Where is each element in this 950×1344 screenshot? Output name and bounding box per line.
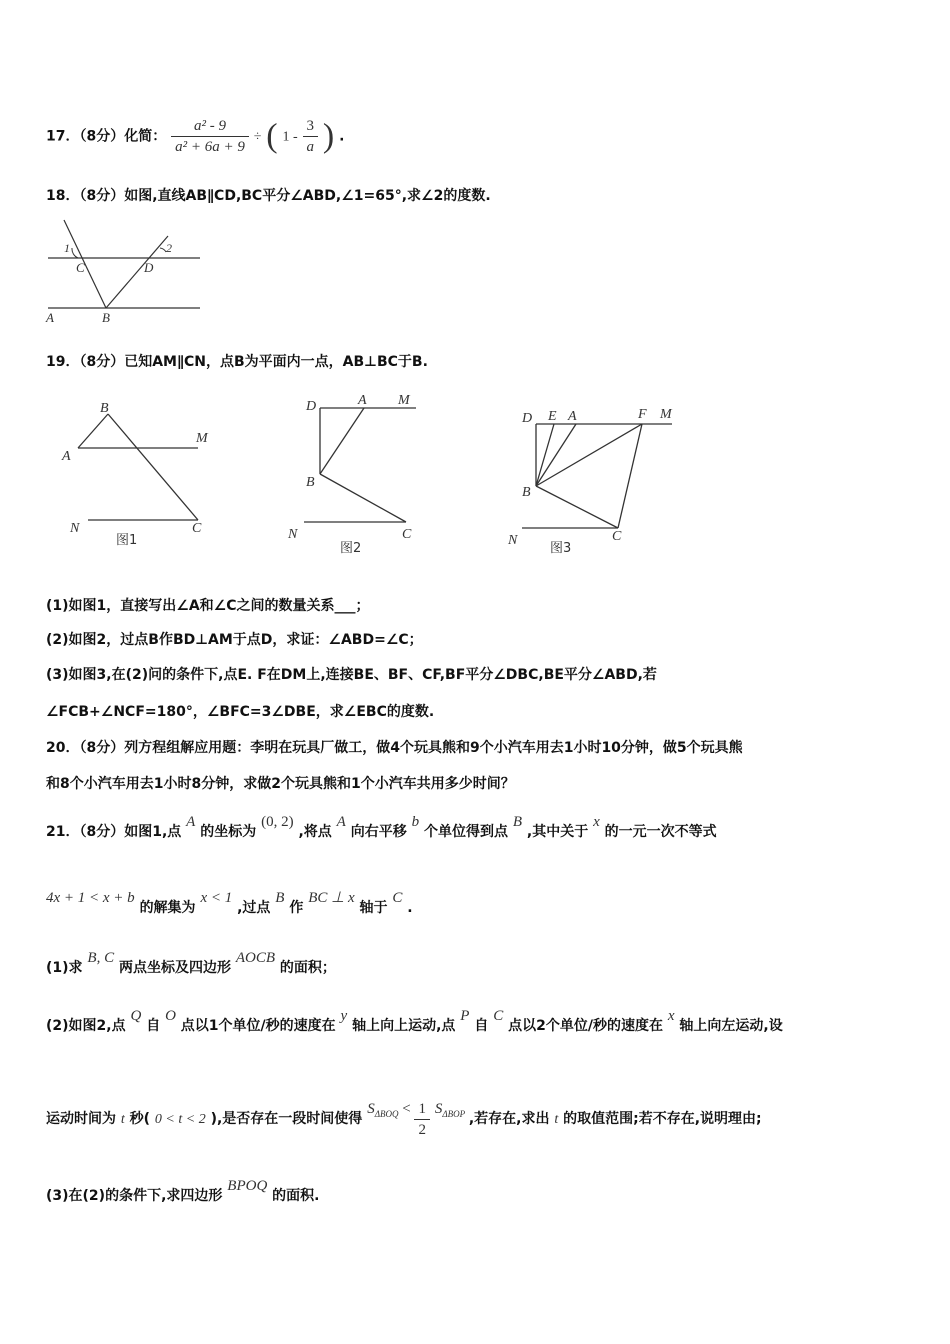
q21-p1b: 两点坐标及四边形 (118, 960, 231, 976)
q21-part2-line2 (46, 1096, 762, 1147)
q21-A2: A (336, 814, 346, 830)
fig2-caption: 图2 (340, 541, 362, 556)
q21-p1a: (1)求 (46, 960, 83, 976)
fig3-M: M (660, 407, 672, 422)
q21-p2e: 自 (474, 1018, 489, 1034)
q21-ineq: 4x + 1 < x + b (46, 890, 135, 906)
q21-t7: 的一元一次不等式 (604, 824, 717, 840)
q21-t11: 轴于 (359, 900, 388, 916)
q21-B2: B (275, 890, 285, 906)
q21-part1 (46, 950, 336, 978)
q21-p2O: O (165, 1008, 176, 1024)
q19-figure-3 (506, 396, 696, 566)
q21-t2: 的坐标为 (200, 824, 257, 840)
q21-p2k: ,若存在,求出 (468, 1111, 550, 1127)
q21-p1AOCB: AOCB (235, 950, 276, 966)
q19-part3a: (3)如图3,在(2)问的条件下,点E. F在DM上,连接BE、BF、CF,BF平分∠DBC,BE平分∠ABD,若 (46, 667, 657, 683)
q21-A: A (186, 814, 196, 830)
q21-p3b: 的面积. (272, 1188, 320, 1204)
q21-p2c: 点以1个单位/秒的速度在 (180, 1018, 336, 1034)
q17-inner-fraction (303, 116, 319, 157)
q17-fraction (171, 116, 249, 157)
q21-p2S1sub: ΔBOQ (374, 1109, 399, 1119)
q17-paren-open: ( (266, 117, 278, 155)
q17-numerator: a² - 9 (171, 116, 249, 137)
q21-t5: 个单位得到点 (423, 824, 508, 840)
fig2-C: C (402, 527, 412, 542)
q21-S1-group (367, 1101, 414, 1117)
q21-p2g: 轴上向左运动,设 (679, 1018, 783, 1034)
fig3-E: E (548, 409, 557, 424)
q17-prefix: 17．（8分）化简： (46, 128, 167, 145)
q17-inner-num: 3 (303, 116, 319, 137)
q21-p2P: P (460, 1008, 470, 1024)
q21-p1BC: B, C (87, 950, 115, 966)
q20-line1: 20．（8分）列方程组解应用题：李明在玩具厂做工，做4个玩具熊和9个小汽车用去1小时10分钟，做5个玩具熊 (46, 740, 743, 756)
q21-t12: . (407, 900, 413, 916)
fig2-A: A (358, 393, 367, 408)
q21-p2h: 运动时间为 (46, 1111, 116, 1127)
fig2-M: M (398, 393, 410, 408)
q21-p2S2sub: ΔBOP (442, 1109, 466, 1119)
q18-label-D: D (144, 260, 154, 275)
q21-part2-line1 (46, 1008, 783, 1036)
q18-text: 18．（8分）如图,直线AB∥CD,BC平分∠ABD,∠1=65°,求∠2的度数. (46, 188, 491, 204)
q21-p2t2: t (554, 1112, 559, 1127)
q21-p3a: (3)在(2)的条件下,求四边形 (46, 1188, 223, 1204)
q21-p2t: t (120, 1112, 125, 1127)
fig3-caption: 图3 (550, 541, 572, 556)
q21-line2 (46, 890, 413, 918)
q21-p2l: 的取值范围;若不存在,说明理由; (563, 1111, 762, 1127)
q21-C: C (392, 890, 403, 906)
q21-t8: 的解集为 (139, 900, 196, 916)
q19-part2: (2)如图2，过点B作BD⊥AM于点D，求证：∠ABD=∠C； (46, 632, 423, 648)
q19-part3b: ∠FCB+∠NCF=180°，∠BFC=3∠DBE，求∠EBC的度数. (46, 704, 435, 720)
q21-t3: ,将点 (298, 824, 332, 840)
q21-p2S2: S (434, 1101, 443, 1117)
q21-half (414, 1099, 430, 1140)
q21-p2i: 秒( (129, 1111, 151, 1127)
q21-p2d: 轴上向上运动,点 (352, 1018, 456, 1034)
q21-S2-group (435, 1101, 469, 1117)
q17-line (46, 116, 344, 158)
q21-sol: x < 1 (200, 890, 233, 906)
fig3-D: D (522, 411, 533, 426)
q21-B: B (512, 814, 523, 830)
q21-p1c: 的面积； (279, 960, 336, 976)
q21-p2lt: < (402, 1101, 411, 1117)
q21-t9: ,过点 (237, 900, 271, 916)
q21-half-num: 1 (414, 1099, 430, 1120)
fig2-B: B (306, 475, 315, 490)
q18-label-B: B (102, 310, 110, 324)
fig3-B: B (522, 485, 531, 500)
q17-denominator: a² + 6a + 9 (175, 139, 245, 155)
fig1-caption: 图1 (116, 533, 138, 548)
q21-p2Q: Q (130, 1008, 142, 1024)
q21-p2j: ),是否存在一段时间使得 (210, 1111, 363, 1127)
q21-p2a: (2)如图2,点 (46, 1018, 126, 1034)
q21-p2range: 0 < t < 2 (154, 1112, 206, 1127)
q18-label-2: 2 (166, 241, 172, 255)
q19-text: 19．（8分）已知AM∥CN，点B为平面内一点，AB⊥BC于B. (46, 354, 428, 370)
q18-label-C: C (76, 260, 85, 275)
q21-p3BPOQ: BPOQ (227, 1178, 268, 1194)
fig3-A: A (568, 409, 577, 424)
q21-t1: 21．（8分）如图1,点 (46, 824, 182, 840)
q21-t6: ,其中关于 (526, 824, 589, 840)
q18-label-A: A (46, 310, 54, 324)
q17-inner-den: a (306, 139, 315, 155)
fig2-N: N (288, 527, 298, 542)
q21-t4: 向右平移 (350, 824, 407, 840)
q17-paren-close: ) (322, 117, 335, 155)
q21-perp: BC ⊥ x (308, 890, 355, 906)
q17-period: . (339, 128, 345, 145)
fig3-F: F (638, 407, 647, 422)
fig1-M: M (196, 431, 208, 446)
q21-line1 (46, 814, 717, 842)
q21-p2S1: S (367, 1101, 375, 1117)
fig1-A: A (62, 449, 71, 464)
q21-t10: 作 (289, 900, 304, 916)
fig2-D: D (306, 399, 317, 414)
q19-figure-1 (60, 392, 250, 562)
q19-part1: (1)如图1，直接写出∠A和∠C之间的数量关系___； (46, 598, 370, 614)
q21-part3 (46, 1178, 320, 1206)
fig1-N: N (70, 521, 80, 536)
q21-b: b (411, 814, 420, 830)
fig1-C: C (192, 521, 202, 536)
q21-x: x (593, 814, 600, 830)
q21-p2y: y (340, 1008, 348, 1024)
q20-line2: 和8个小汽车用去1小时8分钟，求做2个玩具熊和1个小汽车共用多少时间？ (46, 776, 515, 792)
q21-half-den: 2 (418, 1121, 426, 1138)
q21-p2f: 点以2个单位/秒的速度在 (508, 1018, 663, 1034)
fig1-B: B (100, 401, 109, 416)
q17-divide: ÷ (253, 129, 262, 145)
fig3-N: N (508, 533, 518, 548)
q18-figure (44, 214, 214, 324)
q21-p2C: C (493, 1008, 504, 1024)
q21-p2b: 自 (146, 1018, 161, 1034)
q19-figure-2 (286, 390, 436, 560)
fig3-C: C (612, 529, 622, 544)
q21-coord: (0, 2) (261, 814, 294, 830)
q17-one-minus: 1 - (282, 129, 298, 145)
q21-p2x: x (667, 1008, 675, 1024)
q18-label-1: 1 (64, 241, 70, 255)
